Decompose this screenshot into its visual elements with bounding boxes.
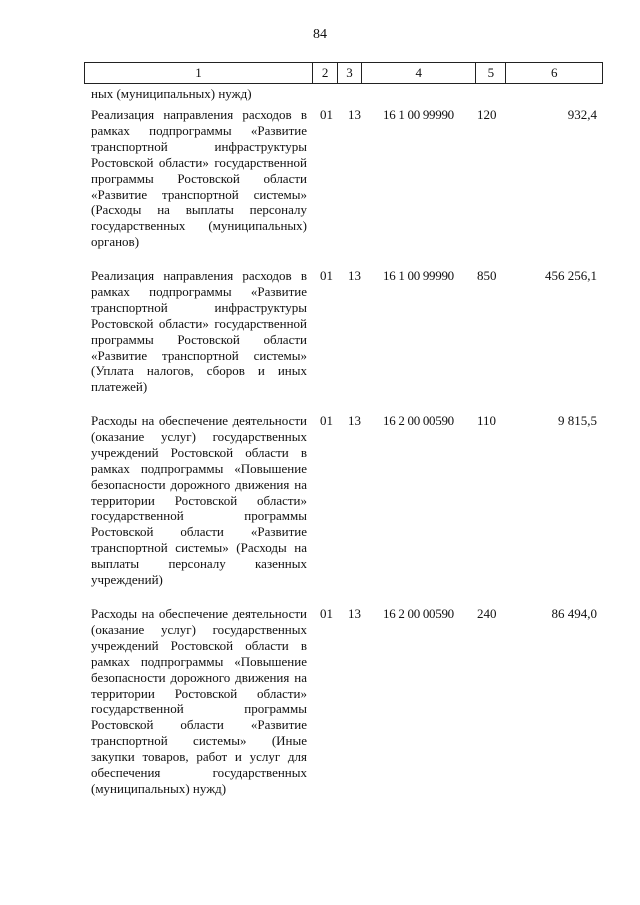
row-description: Расходы на обеспечение деятельности (оказание услуг) государственных учреждений Ростовской области в рамках подпрограммы «Повышение безопасности дорожного движения на территории Ростовской области» государственной программы Ростовской области «Развитие транспортной системы» (Иные закупки товаров, работ и услуг для обеспечения государственных (муниципальных) нужд) [91,606,307,796]
row-subsection: 13 [348,413,361,428]
row-expense-type: 120 [477,107,497,122]
row-description: Реализация направления расходов в рамках подпрограммы «Развитие транспортной инфраструктуры Ростовской области» государственной программы Ростовской области «Развитие транспортной системы» (Расходы на выплаты персоналу государственных (муниципальных) органов) [91,107,307,250]
row-target-code: 16 2 00 00590 [383,413,454,428]
row-amount: 932,4 [567,107,597,122]
row-target-code: 16 1 00 99990 [383,268,454,283]
header-col-4: 4 [362,63,477,83]
row-target-code: 16 2 00 00590 [383,606,454,621]
header-col-5: 5 [476,63,506,83]
row-target-code: 16 1 00 99990 [383,107,454,122]
table-header [84,62,603,84]
row-subsection: 13 [348,606,361,621]
header-col-6: 6 [550,65,558,80]
row-subsection: 13 [348,268,361,283]
row-section: 01 [320,606,333,621]
row-section: 01 [320,268,333,283]
row-section: 01 [320,413,333,428]
row-expense-type: 850 [477,268,497,283]
row-subsection: 13 [348,107,361,122]
header-col-1: 1 [85,63,313,83]
row-amount: 86 494,0 [551,606,597,621]
header-col-3: 3 [338,63,362,83]
row-expense-type: 240 [477,606,497,621]
row-description: Реализация направления расходов в рамках подпрограммы «Развитие транспортной инфраструктуры Ростовской области» государственной программы Ростовской области «Развитие транспортной системы» (Уплата налогов, сборов и иных платежей) [91,268,307,395]
row-amount: 9 815,5 [558,413,597,428]
row-amount: 456 256,1 [545,268,597,283]
row-section: 01 [320,107,333,122]
row-description: Расходы на обеспечение деятельности (оказание услуг) государственных учреждений Ростовской области в рамках подпрограммы «Повышение безопасности дорожного движения на территории Ростовской области» государственной программы Ростовской области «Развитие транспортной системы» (Расходы на выплаты персоналу казенных учреждений) [91,413,307,588]
page-number: 84 [313,27,327,42]
header-col-2: 2 [313,63,338,83]
continuation-text: ных (муниципальных) нужд) [91,86,252,101]
row-expense-type: 110 [477,413,497,428]
